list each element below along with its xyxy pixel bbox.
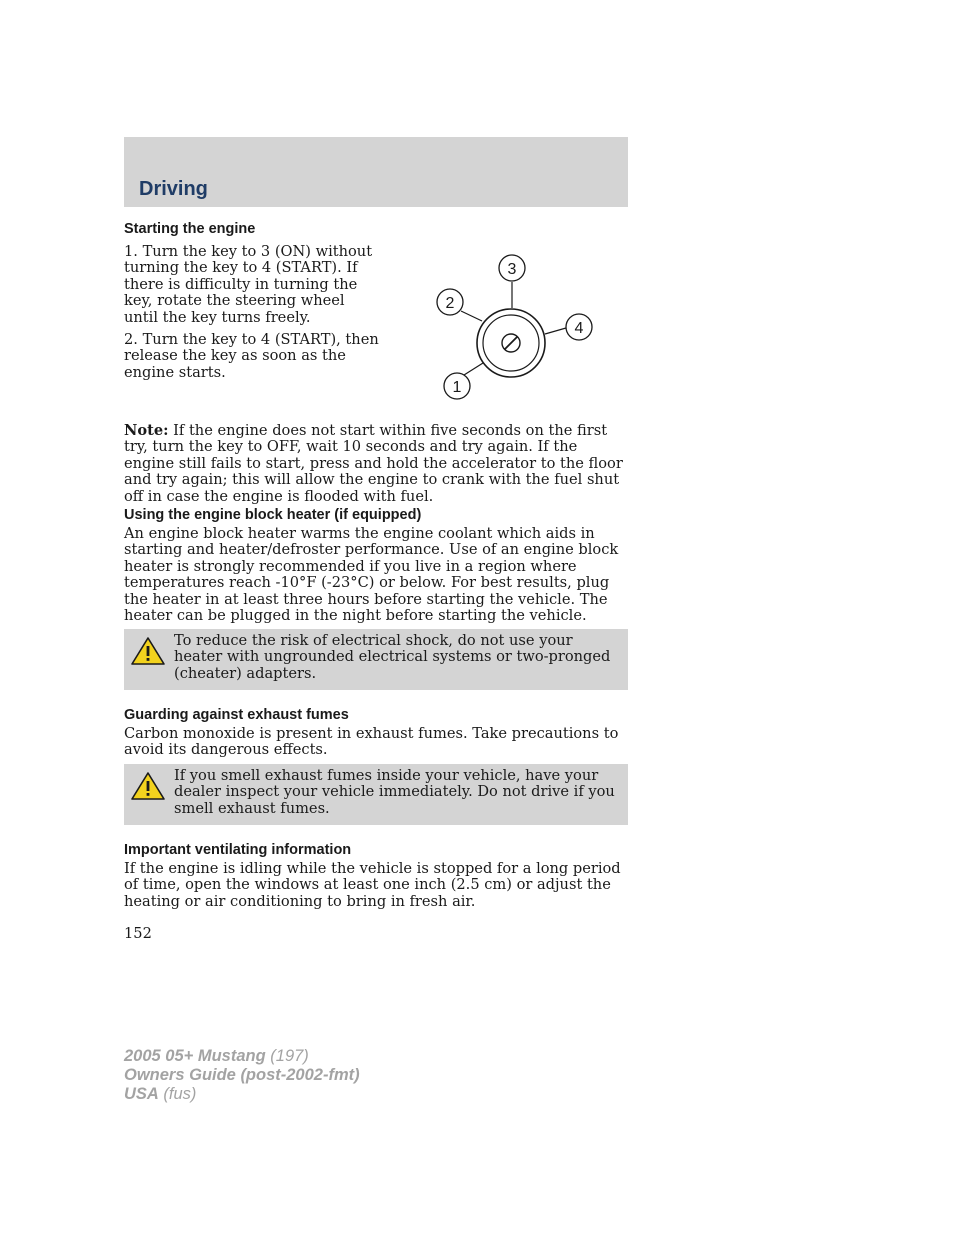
note-paragraph <box>124 423 628 505</box>
key-slot-line <box>505 337 517 349</box>
position-2-label: 2 <box>445 295 455 312</box>
document-footer <box>124 1047 360 1104</box>
heading-starting-engine: Starting the engine <box>124 221 256 237</box>
warning-text-exhaust: If you smell exhaust fumes inside your vehicle, have your dealer inspect your vehicle immediately. Do not drive if you smell exhaust fumes. <box>174 767 615 817</box>
step-2-text: 2. Turn the key to 4 (START), then release the key as soon as the engine starts. <box>124 331 379 381</box>
block-heater-body: An engine block heater warms the engine coolant which aids in starting and heater/defroster performance. Use of an engine block heater is strongly recommended if you live in a region where temperatures reach -10°F (-23°C) or below. For best results, plug the heater in at least three hours before starting the vehicle. The heater can be plugged in the night before starting the vehicle. <box>124 525 619 625</box>
warning-triangle-icon <box>130 771 166 801</box>
leader-line-2 <box>461 311 482 321</box>
footer-line-3: USA (fus) <box>124 1085 197 1103</box>
position-4-label: 4 <box>574 320 584 337</box>
footer-line-1: 2005 05+ Mustang (197) <box>124 1047 309 1065</box>
exhaust-body: Carbon monoxide is present in exhaust fumes. Take precautions to avoid its dangerous effects. <box>124 725 619 759</box>
ignition-diagram <box>430 248 600 408</box>
section-title: Driving <box>139 178 208 200</box>
page-number: 152 <box>124 925 152 942</box>
footer-line-2: Owners Guide (post-2002-fmt) <box>124 1066 360 1084</box>
position-1-label: 1 <box>452 379 462 396</box>
heading-block-heater: Using the engine block heater (if equipped) <box>124 507 422 523</box>
warning-triangle-icon <box>130 636 166 666</box>
position-3-label: 3 <box>507 261 517 278</box>
note-label: Note: <box>124 422 169 439</box>
heading-ventilating: Important ventilating information <box>124 842 352 858</box>
leader-line-1 <box>464 363 483 375</box>
leader-line-4 <box>545 328 566 334</box>
section-header <box>124 137 628 207</box>
warning-box-electrical <box>124 629 628 690</box>
warning-box-exhaust <box>124 764 628 825</box>
step-1-text: 1. Turn the key to 3 (ON) without turning the key to 4 (START). If there is difficulty in turning the key, rotate the steering wheel until the key turns freely. <box>124 243 373 326</box>
warning-text-electrical: To reduce the risk of electrical shock, do not use your heater with ungrounded electrical systems or two-pronged (cheater) adapters. <box>174 632 611 682</box>
ventilating-body: If the engine is idling while the vehicle is stopped for a long period of time, open the windows at least one inch (2.5 cm) or adjust the heating or air conditioning to bring in fresh air. <box>124 860 621 910</box>
note-text: If the engine does not start within five seconds on the first try, turn the key to OFF, wait 10 seconds and try again. If the engine still fails to start, press and hold the accelerator to the floor and try again; this will allow the engine to crank with the fuel shut off in case the engine is flooded with fuel. <box>124 422 623 505</box>
heading-exhaust-fumes: Guarding against exhaust fumes <box>124 707 349 723</box>
